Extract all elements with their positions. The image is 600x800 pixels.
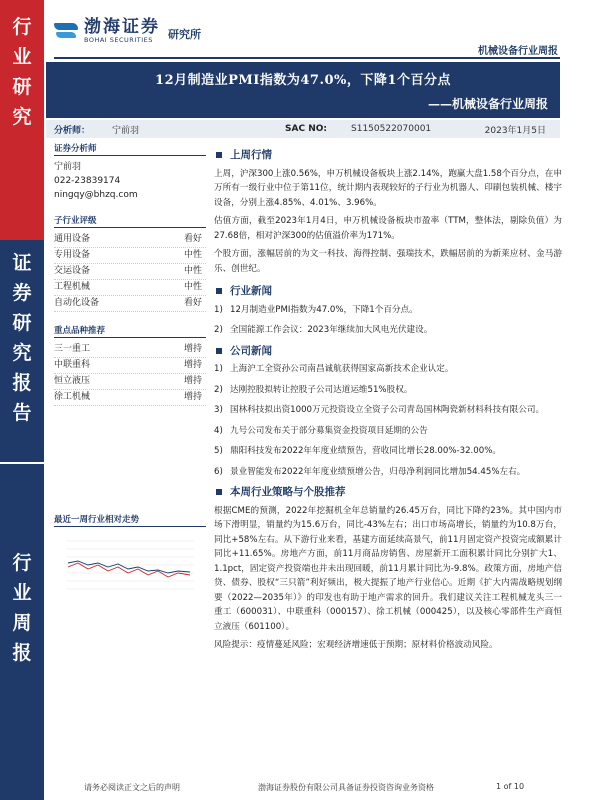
stripe-char: 究 bbox=[12, 106, 32, 128]
section-heading-industry-news bbox=[214, 284, 562, 299]
page-number: 1 of 10 bbox=[496, 782, 525, 791]
report-type: 机械设备行业周报 bbox=[478, 46, 558, 57]
industry-news-list bbox=[214, 303, 562, 338]
stock-row bbox=[54, 374, 206, 390]
stripe-weekly-report bbox=[0, 462, 44, 800]
report-title: 12月制造业PMI指数为47.0%，下降1个百分点 bbox=[155, 73, 451, 88]
stripe-char: 行 bbox=[12, 16, 32, 38]
list-number: 1) bbox=[214, 364, 223, 374]
list-text: 上海沪工全资孙公司南昌诚航获得国家高新技术企业认定。 bbox=[230, 364, 454, 374]
stripe-char: 研 bbox=[12, 312, 32, 334]
list-text: 12月制造业PMI指数为47.0%，下降1个百分点。 bbox=[230, 304, 418, 315]
square-bullet-icon bbox=[216, 288, 222, 294]
logo-english-name: BOHAI SECURITIES bbox=[84, 36, 153, 44]
rating-value: 中性 bbox=[183, 250, 202, 260]
footer-disclaimer: 请务必阅读正文之后的声明 bbox=[84, 783, 180, 792]
analyst-phone: 022-23839174 bbox=[54, 176, 121, 186]
square-bullet-icon bbox=[216, 152, 222, 158]
title-banner bbox=[46, 62, 560, 118]
analyst-section-title: 证券分析师 bbox=[54, 142, 206, 156]
rating-row bbox=[54, 296, 206, 312]
stripe-char: 告 bbox=[12, 402, 32, 424]
rating-value: 中性 bbox=[183, 266, 202, 276]
section-heading-strategy bbox=[214, 485, 562, 500]
square-bullet-icon bbox=[216, 489, 222, 495]
rating-name: 自动化设备 bbox=[54, 298, 100, 308]
list-number: 3) bbox=[214, 405, 223, 415]
section-heading-text: 本周行业策略与个股推荐 bbox=[230, 486, 346, 498]
header-divider bbox=[54, 57, 560, 59]
list-number: 1) bbox=[214, 304, 223, 315]
list-text: 鼎阳科技发布2022年年度业绩预告，营收同比增长28.00%-32.00%。 bbox=[230, 446, 501, 456]
stripe-char: 业 bbox=[12, 46, 32, 68]
stock-rating: 增持 bbox=[183, 360, 202, 370]
stripe-char: 券 bbox=[12, 282, 32, 304]
stripe-securities-report bbox=[0, 240, 44, 462]
main-content bbox=[214, 148, 562, 657]
footer-company: 渤海证券股份有限公司具备证券投资咨询业务资格 bbox=[258, 783, 434, 792]
list-text: 景业智能发布2022年年度业绩预增公告，归母净利润同比增加54.45%左右。 bbox=[230, 466, 526, 477]
stripe-char: 报 bbox=[12, 372, 32, 394]
rating-name: 专用设备 bbox=[54, 250, 91, 260]
stock-rating: 增持 bbox=[183, 344, 202, 354]
stock-name: 徐工机械 bbox=[54, 392, 91, 402]
report-subtitle: ——机械设备行业周报 bbox=[427, 97, 548, 111]
list-item bbox=[214, 403, 562, 418]
sac-number: S1150522070001 bbox=[351, 124, 432, 134]
relative-performance-block bbox=[54, 513, 206, 603]
stripe-char: 究 bbox=[12, 342, 32, 364]
list-item bbox=[214, 303, 562, 318]
paragraph-strategy: 根据CME的预测，2022年挖掘机全年总销量约26.45万台，同比下降约23%。其中国内市场下滑明显，销量约为15.6万台，同比-43%左右；出口市场高增长，销量约为10.8万台，同比+58%左右。从下游行业来看，基建方面延续高景气，前11月固定资产投资完成额累计同比+11.65%。房地产方面，前11月商品房销售、房屋新开工面积累计同比分别扩大1、1.1pct，固定资产投资端也并未出现回暖，前11月累计同比为-9.8%。政策方面，房地产信贷、债券、股权“三只箭”利好频出，极大提振了地产行业信心。近期《扩大内需战略规划纲要（2022—2035年）》的印发也有助于地产需求的回升。我们建议关注工程机械龙头三一重工（600031）、中联重科（000157）、徐工机械（000425），以及核心零部件生产商恒立液压（601100）。 bbox=[214, 505, 562, 632]
stripe-char: 行 bbox=[12, 552, 32, 574]
report-date: 2023年1月5日 bbox=[484, 125, 546, 136]
stock-rating: 增持 bbox=[183, 392, 202, 402]
paragraph-market: 上周，沪深300上涨0.56%，申万机械设备板块上涨2.14%，跑赢大盘1.58个百分点，在申万所有一级行业中位于第11位，统计期内表现较好的子行业为机器人、印刷包装机械、楼宇设备，分别上涨4.85%、4.01%、3.96%。 bbox=[214, 168, 562, 208]
list-number: 2) bbox=[214, 384, 223, 395]
stock-row bbox=[54, 390, 206, 406]
performance-section-title: 最近一周行业相对走势 bbox=[54, 513, 206, 527]
sac-label: SAC NO: bbox=[285, 124, 327, 134]
list-number: 6) bbox=[214, 466, 223, 477]
section-heading-text: 行业新闻 bbox=[230, 285, 272, 297]
side-stripe bbox=[0, 0, 44, 800]
rating-row bbox=[54, 248, 206, 264]
list-item bbox=[214, 444, 562, 459]
stripe-char: 研 bbox=[12, 76, 32, 98]
square-bullet-icon bbox=[216, 348, 222, 354]
stripe-char: 周 bbox=[12, 612, 32, 634]
relative-performance-thumbnail bbox=[54, 527, 204, 599]
list-number: 2) bbox=[214, 325, 223, 335]
list-item bbox=[214, 362, 562, 377]
rating-row bbox=[54, 264, 206, 280]
sidebar bbox=[54, 142, 206, 406]
stock-rating: 增持 bbox=[183, 376, 202, 386]
stripe-char: 证 bbox=[12, 252, 32, 274]
ratings-section-title: 子行业评级 bbox=[54, 214, 206, 228]
list-text: 达刚控股拟转让控股子公司达道运维51%股权。 bbox=[230, 384, 413, 395]
list-item bbox=[214, 465, 562, 480]
list-item bbox=[214, 424, 562, 439]
rating-value: 中性 bbox=[183, 282, 202, 292]
section-heading-market bbox=[214, 148, 562, 163]
list-item bbox=[214, 323, 562, 338]
stripe-char: 业 bbox=[12, 582, 32, 604]
rating-row bbox=[54, 232, 206, 248]
logo-mark-icon bbox=[54, 20, 78, 42]
analyst-name: 宁前羽 bbox=[112, 125, 140, 136]
stripe-industry-research bbox=[0, 0, 44, 240]
stock-row bbox=[54, 358, 206, 374]
company-logo bbox=[54, 18, 201, 44]
section-heading-text: 公司新闻 bbox=[230, 344, 272, 357]
section-heading-company-news bbox=[214, 344, 562, 359]
rating-name: 通用设备 bbox=[54, 234, 91, 244]
list-text: 国林科技拟出资1000万元投资设立全资子公司青岛国林陶瓷新材料科技有限公司。 bbox=[230, 405, 545, 415]
rating-value: 看好 bbox=[183, 298, 202, 308]
recommended-stocks bbox=[54, 324, 206, 406]
analyst-block bbox=[54, 142, 206, 202]
list-item bbox=[214, 383, 562, 398]
rating-name: 交运设备 bbox=[54, 266, 91, 276]
list-number: 5) bbox=[214, 446, 223, 456]
analyst-email[interactable]: ningqy@bhzq.com bbox=[54, 190, 138, 200]
analyst-sidebar-name: 宁前羽 bbox=[54, 162, 82, 172]
paragraph-risk: 风险提示：疫情蔓延风险；宏观经济增速低于预期；原材料价格波动风险。 bbox=[214, 640, 498, 650]
stock-row bbox=[54, 342, 206, 358]
subindustry-ratings bbox=[54, 214, 206, 312]
rating-row bbox=[54, 280, 206, 296]
paragraph-valuation: 估值方面，截至2023年1月4日，申万机械设备板块市盈率（TTM，整体法，剔除负值）为27.68倍，相对沪深300的估值溢价率为171%。 bbox=[214, 216, 562, 241]
logo-chinese-name: 渤海证券 bbox=[84, 17, 160, 37]
analyst-label: 分析师： bbox=[54, 125, 91, 136]
stocks-section-title: 重点品种推荐 bbox=[54, 324, 206, 338]
paragraph-stocks: 个股方面，涨幅居前的为文一科技、海得控制、强瑞技术，跌幅居前的为新莱应材、金马游乐、创世纪。 bbox=[214, 249, 562, 274]
section-heading-text: 上周行情 bbox=[230, 149, 272, 161]
research-institute-label: 研究所 bbox=[168, 28, 201, 41]
list-text: 九号公司发布关于部分募集资金投资项目延期的公告 bbox=[230, 425, 428, 436]
list-number: 4) bbox=[214, 425, 223, 436]
stock-name: 三一重工 bbox=[54, 344, 91, 354]
rating-value: 看好 bbox=[183, 234, 202, 244]
stock-name: 恒立液压 bbox=[54, 376, 91, 386]
company-news-list bbox=[214, 362, 562, 479]
rating-name: 工程机械 bbox=[54, 282, 91, 292]
stock-name: 中联重科 bbox=[54, 360, 91, 370]
analyst-meta-row bbox=[46, 120, 560, 138]
list-text: 全国能源工作会议：2023年继续加大风电光伏建设。 bbox=[230, 325, 433, 335]
stripe-char: 报 bbox=[12, 642, 32, 664]
